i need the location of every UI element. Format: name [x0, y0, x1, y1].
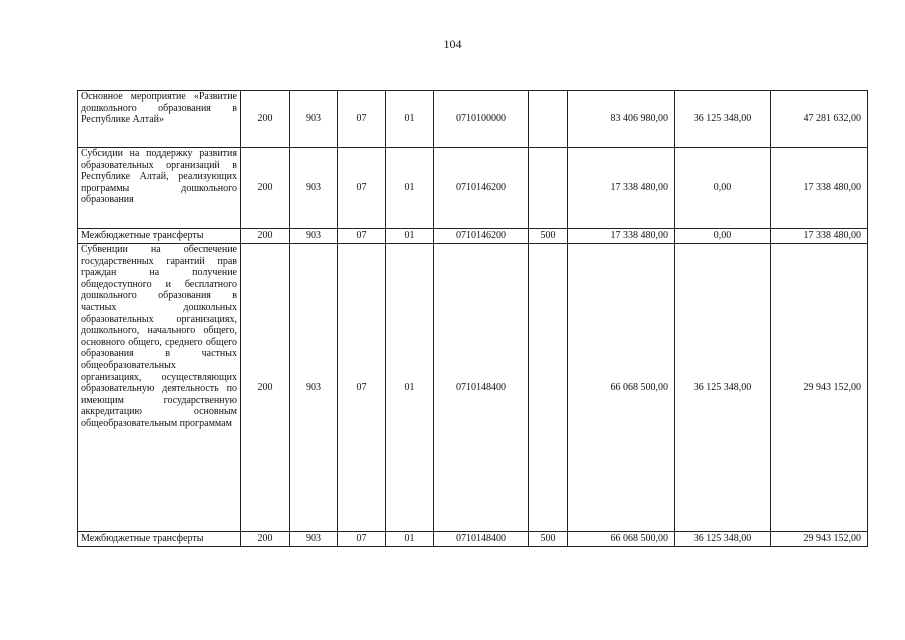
code-cell: 01 — [386, 244, 434, 532]
code-cell: 07 — [338, 532, 386, 547]
amount-cell: 36 125 348,00 — [675, 532, 771, 547]
row-name: Основное мероприятие «Развитие дошкольного образования в Республике Алтай» — [78, 91, 241, 148]
amount-cell: 29 943 152,00 — [771, 244, 868, 532]
amount-cell: 83 406 980,00 — [568, 91, 675, 148]
code-cell: 200 — [241, 91, 290, 148]
page-number: 104 — [443, 37, 462, 51]
code-cell: 500 — [529, 229, 568, 244]
code-cell: 200 — [241, 244, 290, 532]
code-cell: 0710146200 — [434, 229, 529, 244]
code-cell: 01 — [386, 532, 434, 547]
budget-table — [77, 90, 868, 547]
code-cell: 0710146200 — [434, 148, 529, 229]
code-cell — [529, 91, 568, 148]
row-name: Субвенции на обеспечение государственных гарантий прав граждан на получение общедоступного и бесплатного дошкольного образования в частных дошкольных образовательных организациях, дошкольного, начального общего, основного общего, среднего общего образования в частных общеобразовательных организациях, осуществляющих образовательную деятельность по имеющим государственную аккредитацию основным общеобразовательным программам — [78, 244, 241, 532]
table-row — [78, 91, 868, 148]
row-name: Межбюджетные трансферты — [78, 532, 241, 547]
table-row — [78, 229, 868, 244]
table-row — [78, 244, 868, 532]
code-cell: 903 — [290, 148, 338, 229]
code-cell: 07 — [338, 244, 386, 532]
amount-cell: 29 943 152,00 — [771, 532, 868, 547]
code-cell: 01 — [386, 148, 434, 229]
code-cell — [529, 244, 568, 532]
amount-cell: 36 125 348,00 — [675, 91, 771, 148]
code-cell: 0710148400 — [434, 532, 529, 547]
amount-cell: 17 338 480,00 — [771, 148, 868, 229]
amount-cell: 0,00 — [675, 148, 771, 229]
code-cell: 903 — [290, 532, 338, 547]
table-row — [78, 148, 868, 229]
amount-cell: 66 068 500,00 — [568, 244, 675, 532]
amount-cell: 66 068 500,00 — [568, 532, 675, 547]
amount-cell: 17 338 480,00 — [568, 148, 675, 229]
code-cell: 200 — [241, 148, 290, 229]
row-name: Межбюджетные трансферты — [78, 229, 241, 244]
code-cell: 0710148400 — [434, 244, 529, 532]
amount-cell: 47 281 632,00 — [771, 91, 868, 148]
code-cell: 07 — [338, 91, 386, 148]
amount-cell: 17 338 480,00 — [771, 229, 868, 244]
code-cell: 01 — [386, 91, 434, 148]
code-cell: 500 — [529, 532, 568, 547]
code-cell: 0710100000 — [434, 91, 529, 148]
amount-cell: 17 338 480,00 — [568, 229, 675, 244]
code-cell: 200 — [241, 229, 290, 244]
code-cell: 01 — [386, 229, 434, 244]
table-row — [78, 532, 868, 547]
code-cell: 200 — [241, 532, 290, 547]
code-cell: 903 — [290, 229, 338, 244]
amount-cell: 0,00 — [675, 229, 771, 244]
code-cell — [529, 148, 568, 229]
amount-cell: 36 125 348,00 — [675, 244, 771, 532]
row-name: Субсидии на поддержку развития образовательных организаций в Республике Алтай, реализующих программы дошкольного образования — [78, 148, 241, 229]
code-cell: 903 — [290, 244, 338, 532]
code-cell: 903 — [290, 91, 338, 148]
code-cell: 07 — [338, 229, 386, 244]
code-cell: 07 — [338, 148, 386, 229]
